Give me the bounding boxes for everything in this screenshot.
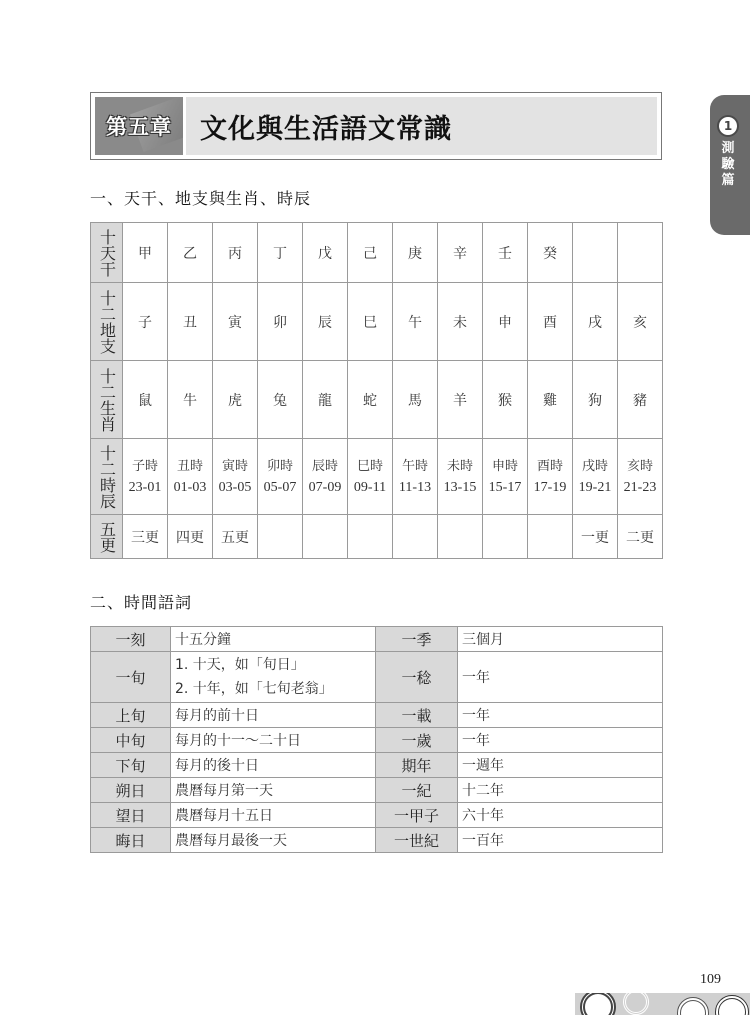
hour-range: 07-09: [308, 479, 342, 495]
hour-range: 13-15: [443, 479, 477, 495]
stem-cell: [618, 223, 663, 283]
term-cell: 望日: [91, 803, 171, 828]
section-heading-time-terms: 二、時間語詞: [90, 593, 193, 612]
hour-cell: [303, 439, 348, 515]
hour-name: 酉時: [536, 458, 563, 474]
table-row: [91, 778, 663, 803]
zodiac-table: [90, 222, 663, 559]
term-cell: 一紀: [376, 778, 458, 803]
watch-cell: [528, 515, 573, 559]
table-row: [91, 753, 663, 778]
hour-name: 辰時: [311, 458, 338, 474]
row-header: 十二地支: [91, 283, 123, 361]
meaning-cell: [171, 803, 376, 828]
hour-cell: [258, 439, 303, 515]
section-tab-label: 測驗篇: [721, 141, 735, 188]
hour-name: 寅時: [221, 458, 248, 474]
chapter-title: 文化與生活語文常識: [200, 113, 452, 145]
term-cell: 上旬: [91, 703, 171, 728]
meaning-cell: [171, 627, 376, 652]
hour-cell: [483, 439, 528, 515]
stem-cell: 乙: [168, 223, 213, 283]
zodiac-row: [91, 439, 663, 515]
hour-name: 亥時: [626, 458, 653, 474]
meaning-cell: 一百年: [458, 828, 663, 853]
animal-cell: 馬: [393, 361, 438, 439]
chapter-header: [90, 92, 662, 160]
watch-cell: 二更: [618, 515, 663, 559]
term-cell: 一載: [376, 703, 458, 728]
meaning-cell: 一年: [458, 652, 663, 703]
chapter-header-inner: [95, 97, 657, 155]
term-cell: 一季: [376, 627, 458, 652]
hour-cell: [348, 439, 393, 515]
hour-range: 03-05: [218, 479, 252, 495]
branch-cell: 寅: [213, 283, 258, 361]
chapter-label-box: [95, 97, 186, 155]
zodiac-row: [91, 361, 663, 439]
hour-range: 05-07: [263, 479, 297, 495]
circle-decoration-icon: [580, 993, 616, 1015]
stem-cell: 癸: [528, 223, 573, 283]
watch-cell: [393, 515, 438, 559]
term-cell: 中旬: [91, 728, 171, 753]
chapter-label: 第五章: [106, 115, 172, 139]
hour-cell: [213, 439, 258, 515]
stem-cell: 壬: [483, 223, 528, 283]
branch-cell: 辰: [303, 283, 348, 361]
hour-cell: [573, 439, 618, 515]
section-heading-zodiac: 一、天干、地支與生肖、時辰: [90, 189, 312, 208]
animal-cell: 猴: [483, 361, 528, 439]
stem-cell: 丙: [213, 223, 258, 283]
meaning-line: 十五分鐘: [175, 632, 231, 648]
row-header: 十二生肖: [91, 361, 123, 439]
meaning-line: 農曆每月十五日: [175, 808, 273, 824]
hour-cell: [123, 439, 168, 515]
hour-range: 19-21: [578, 479, 612, 495]
time-terms-table: [90, 626, 663, 853]
animal-cell: 羊: [438, 361, 483, 439]
branch-cell: 丑: [168, 283, 213, 361]
meaning-line: 農曆每月最後一天: [175, 833, 287, 849]
row-header: 十天干: [91, 223, 123, 283]
meaning-cell: 一年: [458, 728, 663, 753]
side-section-tab: [710, 95, 750, 235]
hour-range: 23-01: [128, 479, 162, 495]
animal-cell: 蛇: [348, 361, 393, 439]
section-number-badge: 1: [719, 117, 737, 135]
branch-cell: 午: [393, 283, 438, 361]
animal-cell: 兔: [258, 361, 303, 439]
row-header: 十二時辰: [91, 439, 123, 515]
branch-cell: 亥: [618, 283, 663, 361]
hour-range: 17-19: [533, 479, 567, 495]
animal-cell: 虎: [213, 361, 258, 439]
stem-cell: 庚: [393, 223, 438, 283]
meaning-cell: [171, 703, 376, 728]
hour-name: 子時: [131, 458, 158, 474]
hour-name: 巳時: [356, 458, 383, 474]
meaning-line: 每月的後十日: [175, 758, 259, 774]
meaning-cell: [171, 828, 376, 853]
stem-cell: 甲: [123, 223, 168, 283]
hour-range: 15-17: [488, 479, 522, 495]
hour-range: 01-03: [173, 479, 207, 495]
stem-cell: 丁: [258, 223, 303, 283]
hour-name: 丑時: [176, 458, 203, 474]
row-header: 五更: [91, 515, 123, 559]
page-number: 109: [700, 972, 721, 987]
circle-decoration-icon: [677, 997, 709, 1015]
hour-name: 戌時: [581, 458, 608, 474]
circle-decoration-icon: [623, 993, 649, 1015]
watch-cell: 五更: [213, 515, 258, 559]
zodiac-row: [91, 515, 663, 559]
watch-cell: [258, 515, 303, 559]
watch-cell: [303, 515, 348, 559]
meaning-cell: 三個月: [458, 627, 663, 652]
hour-cell: [168, 439, 213, 515]
zodiac-row: [91, 223, 663, 283]
hour-cell: [528, 439, 573, 515]
table-row: [91, 703, 663, 728]
branch-cell: 未: [438, 283, 483, 361]
branch-cell: 巳: [348, 283, 393, 361]
hour-name: 卯時: [266, 458, 293, 474]
stem-cell: 己: [348, 223, 393, 283]
branch-cell: 卯: [258, 283, 303, 361]
branch-cell: 酉: [528, 283, 573, 361]
hour-name: 申時: [491, 458, 518, 474]
animal-cell: 狗: [573, 361, 618, 439]
watch-cell: 三更: [123, 515, 168, 559]
table-row: [91, 803, 663, 828]
watch-cell: 四更: [168, 515, 213, 559]
hour-range: 21-23: [623, 479, 657, 495]
table-row: [91, 652, 663, 703]
hour-cell: [393, 439, 438, 515]
animal-cell: 雞: [528, 361, 573, 439]
hour-name: 午時: [401, 458, 428, 474]
stem-cell: [573, 223, 618, 283]
hour-cell: [618, 439, 663, 515]
term-cell: 一世紀: [376, 828, 458, 853]
branch-cell: 申: [483, 283, 528, 361]
footer-decoration: [575, 993, 750, 1015]
meaning-cell: 六十年: [458, 803, 663, 828]
meaning-cell: [171, 728, 376, 753]
term-cell: 下旬: [91, 753, 171, 778]
table-row: [91, 627, 663, 652]
meaning-cell: 一年: [458, 703, 663, 728]
meaning-cell: 一週年: [458, 753, 663, 778]
animal-cell: 鼠: [123, 361, 168, 439]
hour-range: 09-11: [353, 479, 387, 495]
meaning-line: 每月的十一～二十日: [175, 733, 301, 749]
meaning-line: 1. 十天，如「旬日」: [175, 657, 305, 673]
animal-cell: 龍: [303, 361, 348, 439]
meaning-cell: [171, 652, 376, 703]
animal-cell: 豬: [618, 361, 663, 439]
branch-cell: 戌: [573, 283, 618, 361]
meaning-line: 每月的前十日: [175, 708, 259, 724]
circle-decoration-icon: [715, 995, 749, 1015]
watch-cell: 一更: [573, 515, 618, 559]
term-cell: 一歲: [376, 728, 458, 753]
branch-cell: 子: [123, 283, 168, 361]
term-cell: 朔日: [91, 778, 171, 803]
table-row: [91, 728, 663, 753]
meaning-cell: [171, 753, 376, 778]
meaning-line: 2. 十年，如「七旬老翁」: [175, 681, 333, 697]
term-cell: 期年: [376, 753, 458, 778]
hour-name: 未時: [446, 458, 473, 474]
term-cell: 一刻: [91, 627, 171, 652]
meaning-cell: 十二年: [458, 778, 663, 803]
hour-cell: [438, 439, 483, 515]
meaning-line: 農曆每月第一天: [175, 783, 273, 799]
watch-cell: [483, 515, 528, 559]
animal-cell: 牛: [168, 361, 213, 439]
stem-cell: 辛: [438, 223, 483, 283]
hour-range: 11-13: [398, 479, 432, 495]
term-cell: 晦日: [91, 828, 171, 853]
meaning-cell: [171, 778, 376, 803]
term-cell: 一甲子: [376, 803, 458, 828]
term-cell: 一旬: [91, 652, 171, 703]
watch-cell: [348, 515, 393, 559]
zodiac-row: [91, 283, 663, 361]
watch-cell: [438, 515, 483, 559]
table-row: [91, 828, 663, 853]
stem-cell: 戊: [303, 223, 348, 283]
term-cell: 一稔: [376, 652, 458, 703]
